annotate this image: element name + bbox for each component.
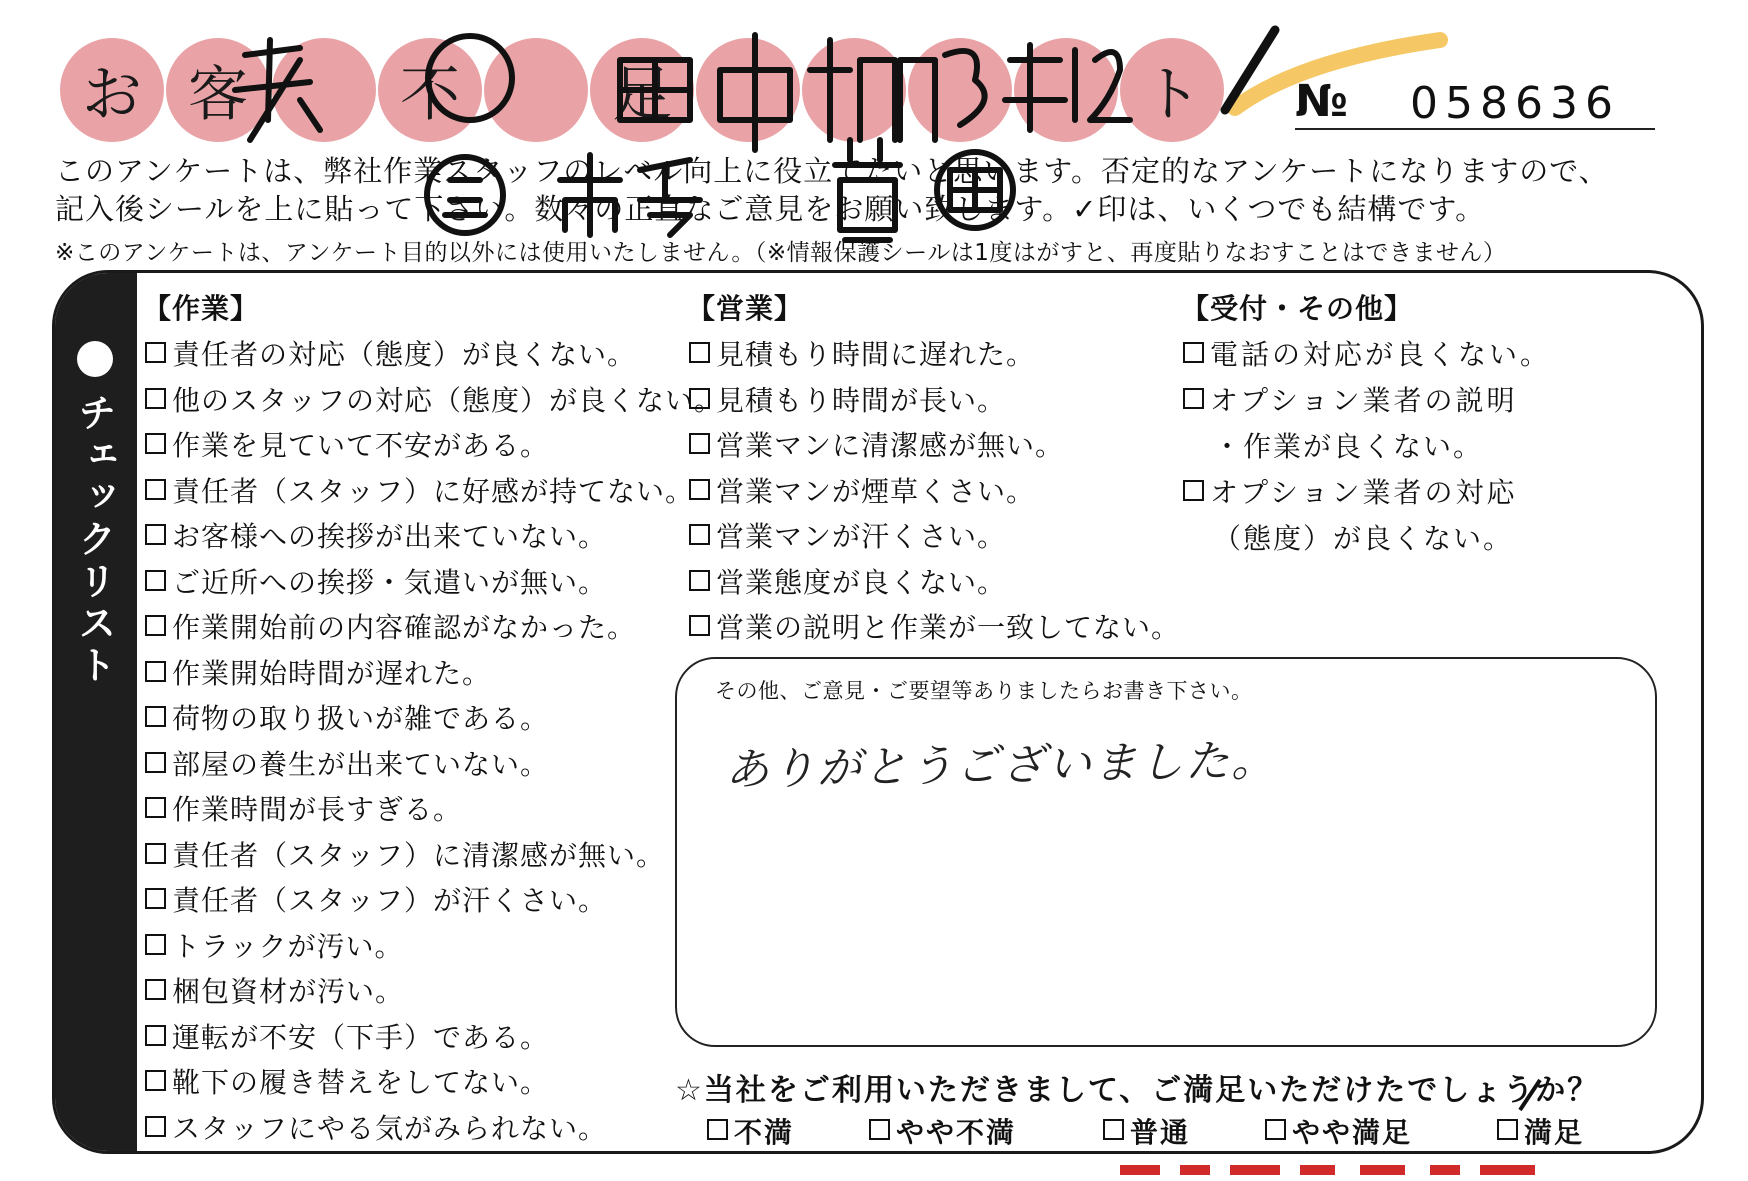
title-char: 客: [166, 38, 270, 142]
checkbox[interactable]: [689, 433, 710, 454]
satisfaction-option[interactable]: [705, 1111, 794, 1151]
item-label: 作業開始時間が遅れた。: [172, 656, 492, 690]
work-item[interactable]: [143, 970, 723, 1016]
checkbox[interactable]: [1183, 388, 1204, 409]
satisfaction-option[interactable]: [1495, 1111, 1584, 1151]
serial-label: №: [1295, 76, 1346, 127]
item-label: 荷物の取り扱いが雑である。: [172, 702, 550, 735]
item-label: 責任者（スタッフ）に好感が持てない。: [172, 474, 695, 508]
reception-item[interactable]: [1181, 379, 1551, 425]
checkbox[interactable]: [145, 1116, 166, 1137]
work-item-list: [143, 333, 723, 1152]
checkbox[interactable]: [689, 615, 710, 636]
serial-number-field: [1295, 70, 1655, 130]
section-heading: 【営業】: [687, 292, 804, 325]
work-item[interactable]: [143, 470, 723, 516]
item-label: 部屋の養生が出来ていない。: [172, 747, 550, 781]
work-item[interactable]: [143, 1061, 723, 1107]
intro-line-2: 記入後シールを上に貼って下さい。数々の正直なご意見をお願い致します。✓印は、いくつでも結構です。: [55, 192, 1486, 226]
option-label: やや満足: [1292, 1116, 1413, 1149]
checkbox[interactable]: [145, 615, 166, 636]
title-char: お: [60, 38, 164, 142]
checkbox[interactable]: [1265, 1119, 1286, 1140]
privacy-note: ※このアンケートは、アンケート目的以外には使用いたしません。（※情報保護シールは1度はがすと、再度貼りなおすことはできません）: [55, 240, 1507, 266]
work-item[interactable]: [143, 515, 723, 561]
item-label: オプション業者の説明: [1210, 384, 1518, 417]
option-label: 普通: [1130, 1116, 1191, 1149]
checkbox[interactable]: [1183, 480, 1204, 501]
bullet-dot-icon: [77, 341, 113, 377]
checkbox[interactable]: [145, 570, 166, 591]
pen-icon: [1225, 30, 1275, 110]
sales-item[interactable]: [687, 470, 1180, 516]
item-label: 見積もり時間が長い。: [716, 383, 1007, 417]
title-char: [1014, 38, 1118, 142]
sidebar-label: チェックリスト: [72, 393, 116, 687]
item-label: 営業の説明と作業が一致してない。: [716, 611, 1181, 644]
item-label: 営業マンが汗くさい。: [716, 520, 1007, 553]
satisfaction-options: [705, 1111, 1665, 1151]
intro-line-1: このアンケートは、弊社作業スタッフのレベル向上に役立てたいと思います。否定的なアンケートになりますので、: [55, 154, 1609, 188]
item-label: 責任者の対応（態度）が良くない。: [172, 338, 637, 371]
item-label: 他のスタッフの対応（態度）が良くない。: [172, 383, 724, 417]
sales-section: [687, 287, 1180, 652]
reception-item[interactable]: [1181, 471, 1551, 517]
option-label: やや不満: [896, 1116, 1017, 1149]
item-label: 作業開始前の内容確認がなかった。: [172, 611, 637, 644]
item-label: 見積もり時間に遅れた。: [716, 338, 1036, 371]
red-print-marks: [1120, 1165, 1535, 1175]
item-label: 電話の対応が良くない。: [1210, 338, 1552, 371]
work-item[interactable]: [143, 379, 723, 425]
intro-text: [55, 152, 1715, 228]
option-label: 不満: [734, 1116, 795, 1149]
comment-box[interactable]: [675, 657, 1657, 1047]
item-label: オプション業者の対応: [1210, 476, 1518, 509]
section-heading: 【受付・その他】: [1181, 292, 1414, 325]
serial-number: 058636: [1410, 78, 1620, 129]
checkbox[interactable]: [145, 524, 166, 545]
title-circles: [60, 38, 1224, 148]
checkbox[interactable]: [869, 1119, 890, 1140]
checkbox[interactable]: [145, 797, 166, 818]
item-label: スタッフにやる気がみられない。: [172, 1111, 608, 1145]
checkbox[interactable]: [707, 1119, 728, 1140]
handwritten-comment: ありがとうございました。: [724, 735, 1278, 796]
checkbox[interactable]: [145, 979, 166, 1000]
checkbox[interactable]: [145, 1070, 166, 1091]
checkbox[interactable]: [145, 1025, 166, 1046]
work-item[interactable]: [143, 424, 723, 470]
item-label: 責任者（スタッフ）が汗くさい。: [172, 884, 608, 917]
item-label: ご近所への挨拶・気遣いが無い。: [172, 565, 608, 599]
checkbox[interactable]: [145, 752, 166, 773]
work-item[interactable]: [143, 561, 723, 607]
checkbox[interactable]: [145, 661, 166, 682]
satisfaction-option[interactable]: [867, 1111, 1016, 1151]
checkbox[interactable]: [145, 342, 166, 363]
sales-item[interactable]: [687, 424, 1180, 470]
work-item[interactable]: [143, 652, 723, 698]
sales-item[interactable]: [687, 379, 1180, 425]
checkbox[interactable]: [1497, 1119, 1518, 1140]
checkbox[interactable]: [145, 433, 166, 454]
checkbox[interactable]: [689, 570, 710, 591]
checkbox[interactable]: [145, 388, 166, 409]
item-label: 責任者（スタッフ）に清潔感が無い。: [172, 838, 666, 872]
item-label: 作業時間が長すぎる。: [172, 793, 463, 826]
reception-item[interactable]: [1181, 333, 1551, 379]
work-item[interactable]: [143, 743, 723, 789]
section-heading: 【作業】: [143, 292, 260, 325]
comment-label: その他、ご意見・ご要望等ありましたらお書き下さい。: [715, 679, 1253, 703]
title-char: [802, 38, 906, 142]
checkbox[interactable]: [689, 342, 710, 363]
title-char: [908, 38, 1012, 142]
work-item[interactable]: [143, 879, 723, 925]
item-label: トラックが汚い。: [172, 929, 404, 963]
title-char: 不: [378, 38, 482, 142]
work-item[interactable]: [143, 697, 723, 743]
checkbox[interactable]: [145, 706, 166, 727]
checkbox[interactable]: [145, 888, 166, 909]
item-label-continued: ・作業が良くない。: [1213, 430, 1484, 463]
reception-item-list: [1181, 333, 1551, 563]
work-item[interactable]: [143, 834, 723, 880]
checkbox[interactable]: [689, 388, 710, 409]
work-item[interactable]: [143, 606, 723, 652]
title-char: 足: [590, 38, 694, 142]
satisfaction-option[interactable]: [1101, 1111, 1190, 1151]
sales-item[interactable]: [687, 333, 1180, 379]
option-label: 満足: [1524, 1116, 1585, 1149]
item-label-continued: （態度）が良くない。: [1213, 522, 1514, 555]
sales-item[interactable]: [687, 561, 1180, 607]
work-item[interactable]: [143, 1016, 723, 1062]
satisfaction-option[interactable]: [1263, 1111, 1412, 1151]
checkbox[interactable]: [1183, 342, 1204, 363]
work-item[interactable]: [143, 925, 723, 971]
work-item[interactable]: [143, 788, 723, 834]
item-label: 営業マンに清潔感が無い。: [716, 429, 1065, 462]
work-section: [143, 287, 723, 1152]
sales-item-list: [687, 333, 1180, 652]
checkbox[interactable]: [145, 934, 166, 955]
checkbox[interactable]: [145, 843, 166, 864]
item-label: お客様への挨拶が出来ていない。: [172, 520, 608, 553]
sidebar: [55, 273, 137, 1151]
title-char: [696, 38, 800, 142]
title-char: [484, 38, 588, 142]
checkbox[interactable]: [145, 479, 166, 500]
item-label: 運転が不安（下手）である。: [172, 1020, 550, 1054]
item-label: 靴下の履き替えをしてない。: [172, 1066, 550, 1099]
item-label: 営業マンが煙草くさい。: [716, 474, 1036, 508]
item-label: 梱包資材が汚い。: [172, 975, 405, 1008]
title-char: [272, 38, 376, 142]
work-item[interactable]: [143, 333, 723, 379]
item-label: 営業態度が良くない。: [716, 565, 1007, 599]
sales-item[interactable]: [687, 606, 1180, 652]
title-char: ト: [1120, 38, 1224, 142]
checkbox[interactable]: [689, 524, 710, 545]
checkbox[interactable]: [689, 479, 710, 500]
sales-item[interactable]: [687, 515, 1180, 561]
reception-section: [1181, 287, 1551, 563]
checkbox[interactable]: [1103, 1119, 1124, 1140]
item-label: 作業を見ていて不安がある。: [172, 429, 550, 462]
satisfaction-question: ☆当社をご利用いただきまして、ご満足いただけたでしょうか？: [675, 1073, 1600, 1108]
checklist-panel: [52, 270, 1704, 1154]
work-item[interactable]: [143, 1107, 723, 1153]
